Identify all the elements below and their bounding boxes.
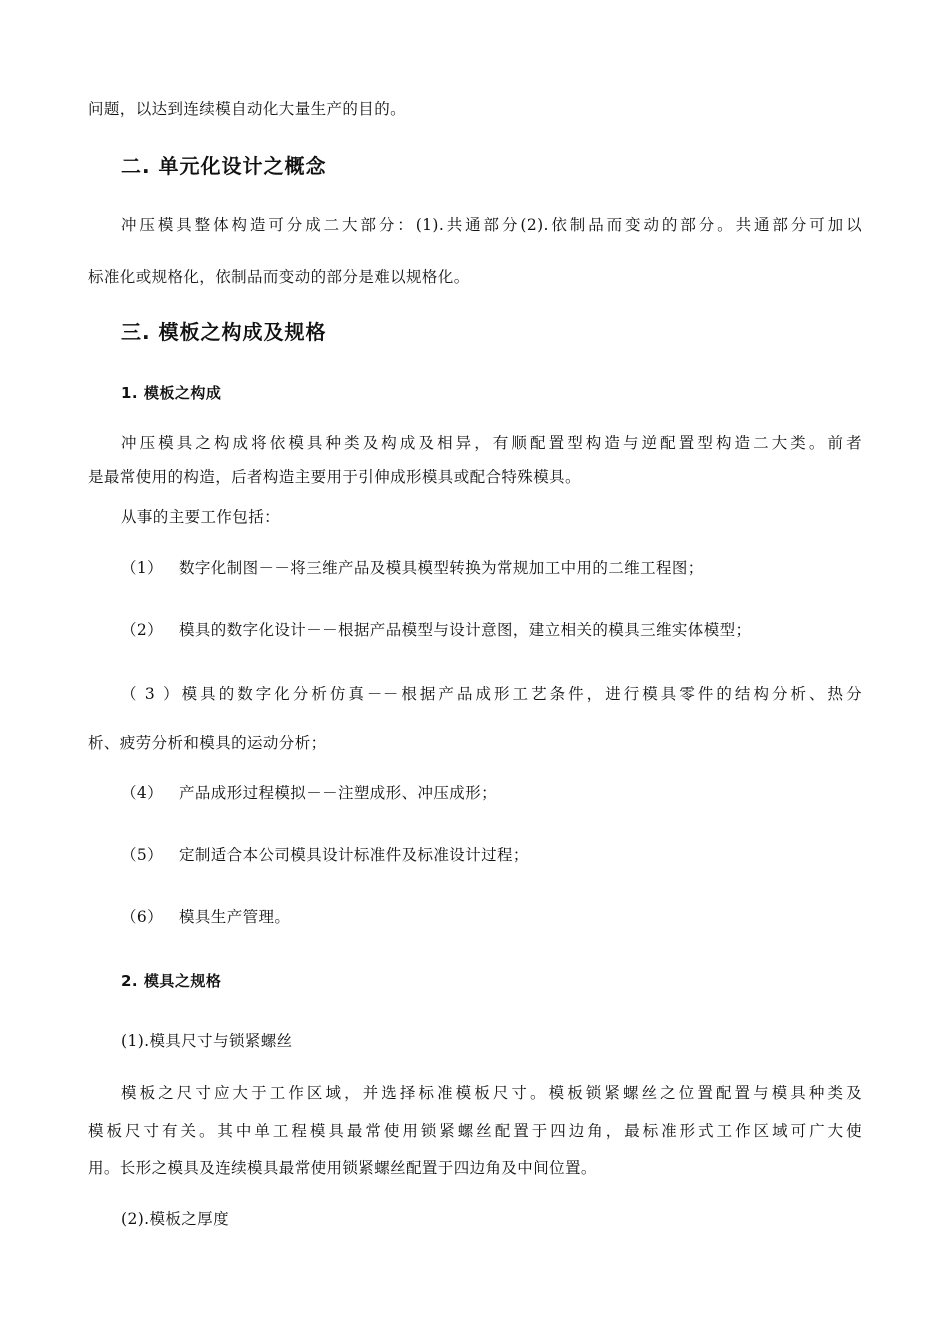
list-item-number: （5）	[121, 846, 164, 864]
list-item-number: （4）	[121, 784, 164, 802]
point-1-paragraph-line-2: 模板尺寸有关。其中单工程模具最常使用锁紧螺丝配置于四边角，最标准形式工作区域可广大使	[88, 1122, 862, 1140]
subsection-1-heading: 1. 模板之构成	[121, 384, 222, 402]
list-item	[121, 682, 862, 704]
list-item-text: 产品成形过程模拟－－注塑成形、冲压成形；	[179, 784, 498, 802]
list-item-number: （3）	[121, 685, 179, 703]
intro-paragraph-end: 问题，以达到连续模自动化大量生产的目的。	[88, 100, 407, 118]
list-item	[121, 781, 497, 803]
subsection-1-paragraph-line-1: 冲压模具之构成将依模具种类及构成及相异，有顺配置型构造与逆配置型构造二大类。前者	[121, 434, 862, 452]
list-item-text: 模具生产管理。	[179, 908, 291, 926]
list-item-number: （6）	[121, 908, 164, 926]
section-2-paragraph-line-1: 冲压模具整体构造可分成二大部分：(1).共通部分(2).依制品而变动的部分。共通部分可加以	[121, 216, 862, 234]
work-intro: 从事的主要工作包括：	[121, 508, 281, 526]
list-item	[121, 556, 704, 578]
subsection-1-paragraph-line-2: 是最常使用的构造，后者构造主要用于引伸成形模具或配合特殊模具。	[88, 468, 581, 486]
section-2-heading: 二. 单元化设计之概念	[121, 154, 327, 178]
list-item-number: （2）	[121, 621, 164, 639]
point-2-title: (2).模板之厚度	[121, 1210, 229, 1228]
point-1-title: (1).模具尺寸与锁紧螺丝	[121, 1032, 293, 1050]
section-2-paragraph-line-2: 标准化或规格化，依制品而变动的部分是难以规格化。	[88, 268, 470, 286]
list-item-text: 定制适合本公司模具设计标准件及标准设计过程；	[179, 846, 529, 864]
point-1-paragraph-line-3: 用。长形之模具及连续模具最常使用锁紧螺丝配置于四边角及中间位置。	[88, 1159, 597, 1177]
list-item-continuation: 析、疲劳分析和模具的运动分析；	[88, 734, 327, 752]
list-item-text: 模具的数字化设计－－根据产品模型与设计意图，建立相关的模具三维实体模型；	[179, 621, 752, 639]
list-item	[121, 905, 290, 927]
list-item	[121, 843, 529, 865]
section-3-heading: 三. 模板之构成及规格	[121, 320, 327, 344]
subsection-2-heading: 2. 模具之规格	[121, 972, 222, 990]
list-item-number: （1）	[121, 559, 164, 577]
list-item-text: 数字化制图－－将三维产品及模具模型转换为常规加工中用的二维工程图；	[179, 559, 704, 577]
list-item-text: 模具的数字化分析仿真－－根据产品成形工艺条件，进行模具零件的结构分析、热分	[179, 685, 862, 703]
list-item	[121, 618, 751, 640]
point-1-paragraph-line-1: 模板之尺寸应大于工作区域，并选择标准模板尺寸。模板锁紧螺丝之位置配置与模具种类及	[121, 1084, 862, 1102]
